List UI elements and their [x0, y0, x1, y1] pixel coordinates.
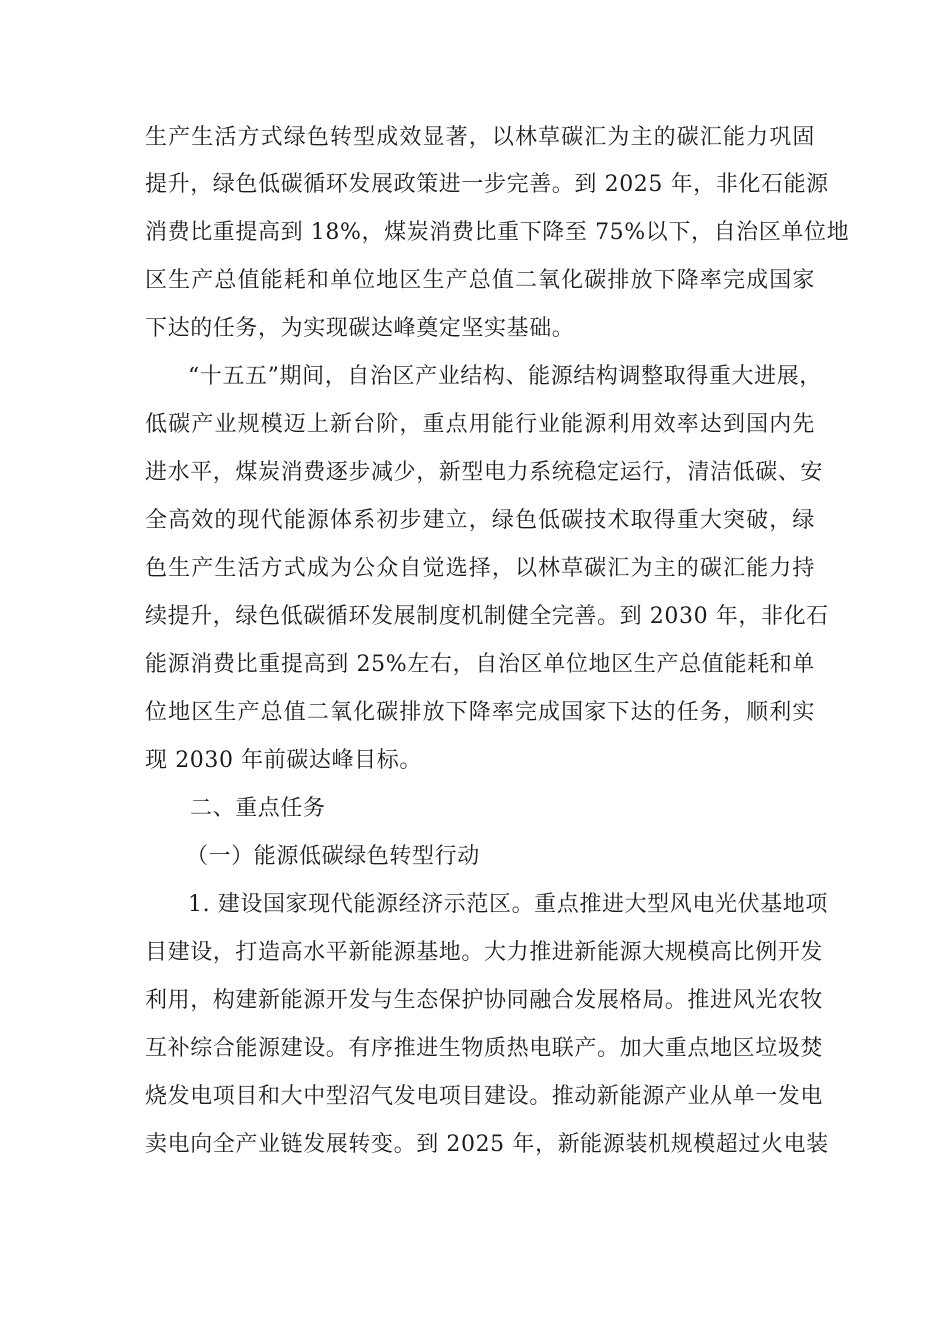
paragraph-line: 区生产总值能耗和单位地区生产总值二氧化碳排放下降率完成国家	[145, 268, 815, 293]
paragraph-line: 能源消费比重提高到 25%左右，自治区单位地区生产总值能耗和单	[145, 652, 815, 677]
paragraph-line: 全高效的现代能源体系初步建立，绿色低碳技术取得重大突破，绿	[145, 508, 815, 533]
paragraph-line: 低碳产业规模迈上新台阶，重点用能行业能源利用效率达到国内先	[145, 412, 815, 437]
paragraph-line: 续提升，绿色低碳循环发展制度机制健全完善。到 2030 年，非化石	[145, 604, 829, 629]
paragraph-line: 进水平，煤炭消费逐步减少，新型电力系统稳定运行，清洁低碳、安	[145, 460, 824, 485]
paragraph-line: 现 2030 年前碳达峰目标。	[145, 748, 422, 773]
paragraph-first-line: “十五五”期间，自治区产业结构、能源结构调整取得重大进展，	[188, 364, 822, 389]
paragraph-line: 利用，构建新能源开发与生态保护协同融合发展格局。推进风光农牧	[145, 988, 824, 1013]
paragraph-line: 烧发电项目和大中型沼气发电项目建设。推动新能源产业从单一发电	[145, 1084, 824, 1109]
section-heading: 二、重点任务	[190, 796, 326, 821]
paragraph-line: 生产生活方式绿色转型成效显著，以林草碳汇为主的碳汇能力巩固	[145, 125, 815, 150]
paragraph-line: 色生产生活方式成为公众自觉选择，以林草碳汇为主的碳汇能力持	[145, 556, 815, 581]
paragraph-line: 提升，绿色低碳循环发展政策进一步完善。到 2025 年，非化石能源	[145, 172, 829, 197]
paragraph-line: 互补综合能源建设。有序推进生物质热电联产。加大重点地区垃圾焚	[145, 1036, 824, 1061]
paragraph-line: 位地区生产总值二氧化碳排放下降率完成国家下达的任务，顺利实	[145, 700, 815, 725]
paragraph-first-line: 1. 建设国家现代能源经济示范区。重点推进大型风电光伏基地项	[188, 892, 828, 917]
paragraph-line: 卖电向全产业链发展转变。到 2025 年，新能源装机规模超过火电装	[145, 1132, 829, 1157]
paragraph-line: 消费比重提高到 18%，煤炭消费比重下降至 75%以下，自治区单位地	[145, 220, 850, 245]
subsection-heading: （一）能源低碳绿色转型行动	[186, 844, 480, 869]
paragraph-line: 下达的任务，为实现碳达峰奠定坚实基础。	[145, 316, 575, 341]
paragraph-line: 目建设，打造高水平新能源基地。大力推进新能源大规模高比例开发	[145, 940, 824, 965]
